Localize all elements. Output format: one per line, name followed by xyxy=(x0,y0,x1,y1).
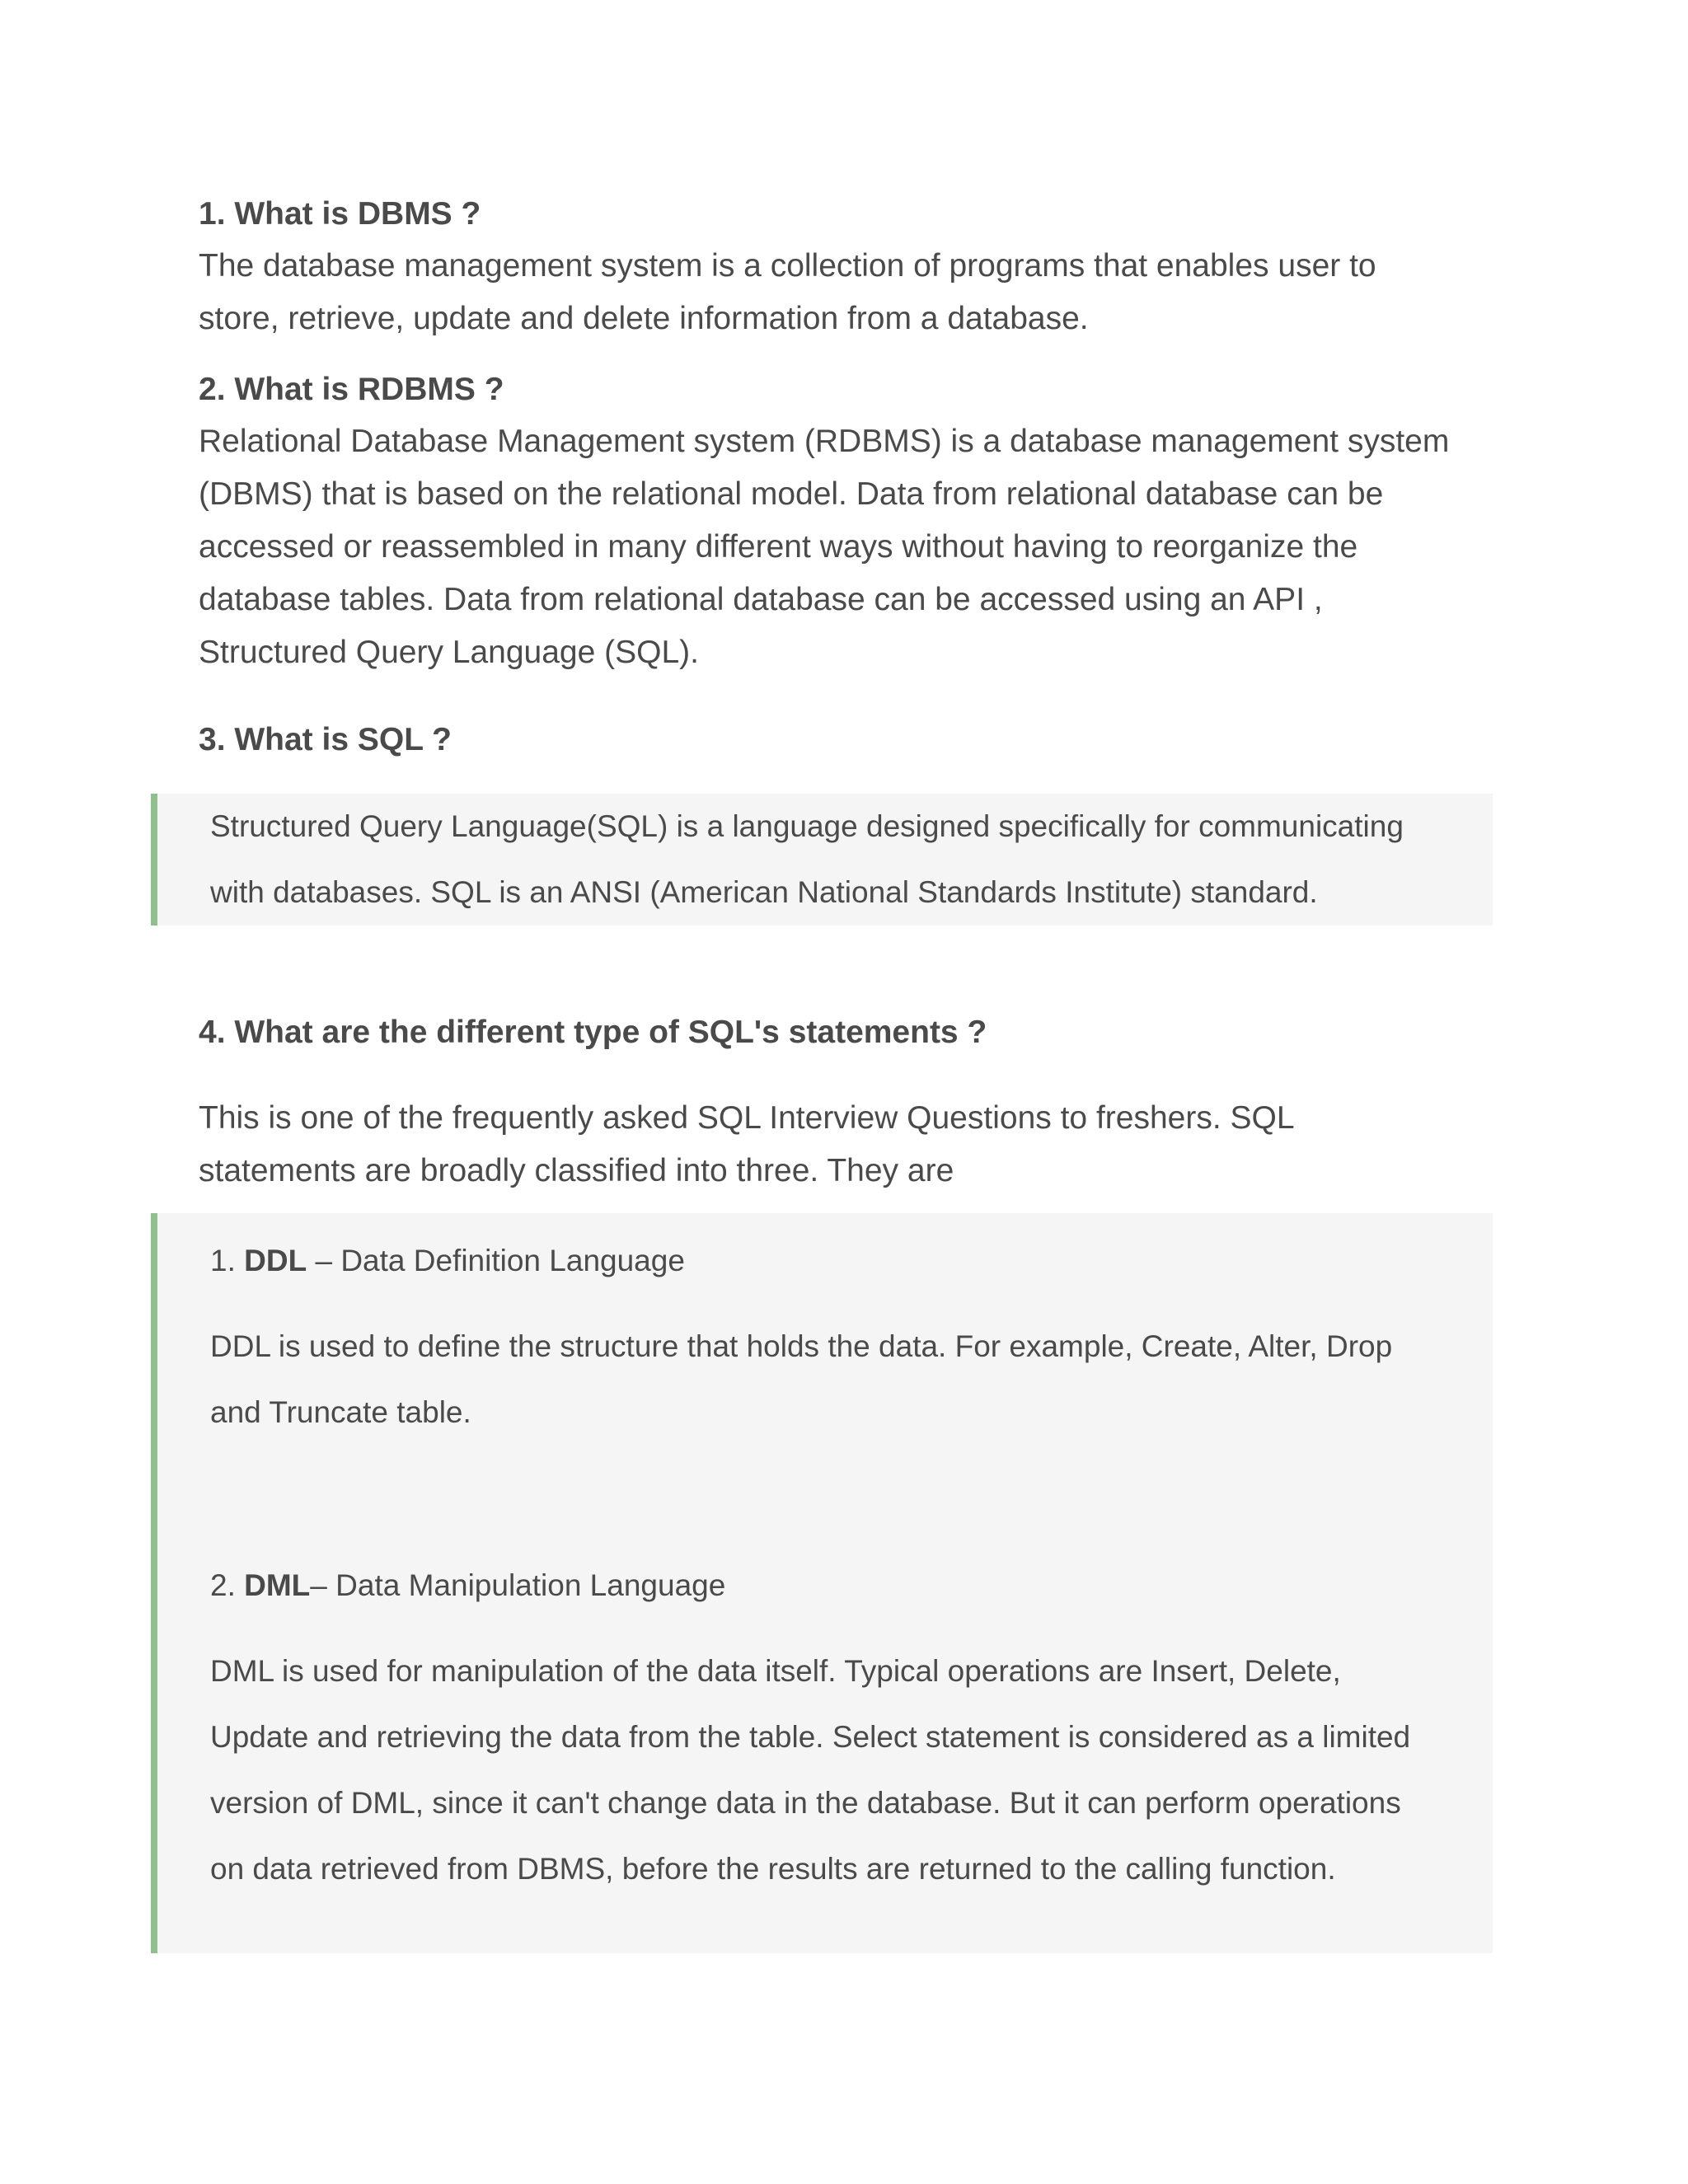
sql-statement-types-blockquote xyxy=(151,1213,1493,1953)
dml-item xyxy=(210,1566,1471,1605)
intro-line: This is one of the frequently asked SQL Interview Questions to freshers. SQL xyxy=(199,1100,1295,1136)
question-2 xyxy=(199,370,1493,410)
dml-full-name: – Data Manipulation Language xyxy=(310,1568,726,1602)
sql-definition-blockquote xyxy=(151,794,1493,926)
ddl-item xyxy=(210,1241,1471,1281)
list-number: 1. xyxy=(210,1244,245,1277)
question-3 xyxy=(199,720,1493,760)
dml-desc-line: Update and retrieving the data from the table. Select statement is considered as a limited xyxy=(210,1720,1411,1754)
question-4-heading: 4. What are the different type of SQL's statements ? xyxy=(199,1015,987,1050)
answer-line: Structured Query Language (SQL). xyxy=(199,635,699,670)
question-1-answer xyxy=(199,240,1493,345)
question-2-answer xyxy=(199,415,1493,679)
dml-desc-line: on data retrieved from DBMS, before the results are returned to the calling function. xyxy=(210,1852,1336,1886)
dml-desc-line: DML is used for manipulation of the data itself. Typical operations are Insert, Delete, xyxy=(210,1654,1341,1688)
question-3-heading: 3. What is SQL ? xyxy=(199,722,452,757)
ddl-desc-line: DDL is used to define the structure that holds the data. For example, Create, Alter, Drop xyxy=(210,1329,1393,1363)
ddl-description xyxy=(210,1314,1471,1446)
answer-line: (DBMS) that is based on the relational model. Data from relational database can be xyxy=(199,476,1384,512)
dml-term: DML xyxy=(244,1568,311,1602)
ddl-title xyxy=(210,1241,1471,1281)
quote-line: Structured Query Language(SQL) is a language designed specifically for communicating xyxy=(210,809,1404,843)
quote-line: with databases. SQL is an ANSI (American National Standards Institute) standard. xyxy=(210,875,1318,909)
intro-line: statements are broadly classified into three. They are xyxy=(199,1153,954,1188)
question-1 xyxy=(199,194,1493,234)
ddl-term: DDL xyxy=(244,1244,307,1277)
dml-description xyxy=(210,1638,1471,1902)
answer-line: database tables. Data from relational database can be accessed using an API , xyxy=(199,582,1323,617)
question-4 xyxy=(199,1013,1493,1052)
ddl-full-name: – Data Definition Language xyxy=(307,1244,685,1277)
ddl-desc-line: and Truncate table. xyxy=(210,1395,471,1429)
question-2-heading: 2. What is RDBMS ? xyxy=(199,372,504,407)
dml-title xyxy=(210,1566,1471,1605)
answer-line: The database management system is a collection of programs that enables user to xyxy=(199,248,1376,284)
answer-line: Relational Database Management system (RDBMS) is a database management system xyxy=(199,424,1450,459)
list-number: 2. xyxy=(210,1568,245,1602)
question-1-heading: 1. What is DBMS ? xyxy=(199,196,481,232)
answer-line: store, retrieve, update and delete information from a database. xyxy=(199,301,1089,336)
answer-line: accessed or reassembled in many different ways without having to reorganize the xyxy=(199,529,1358,565)
question-4-intro xyxy=(199,1092,1493,1197)
dml-desc-line: version of DML, since it can't change data in the database. But it can perform operations xyxy=(210,1786,1401,1820)
